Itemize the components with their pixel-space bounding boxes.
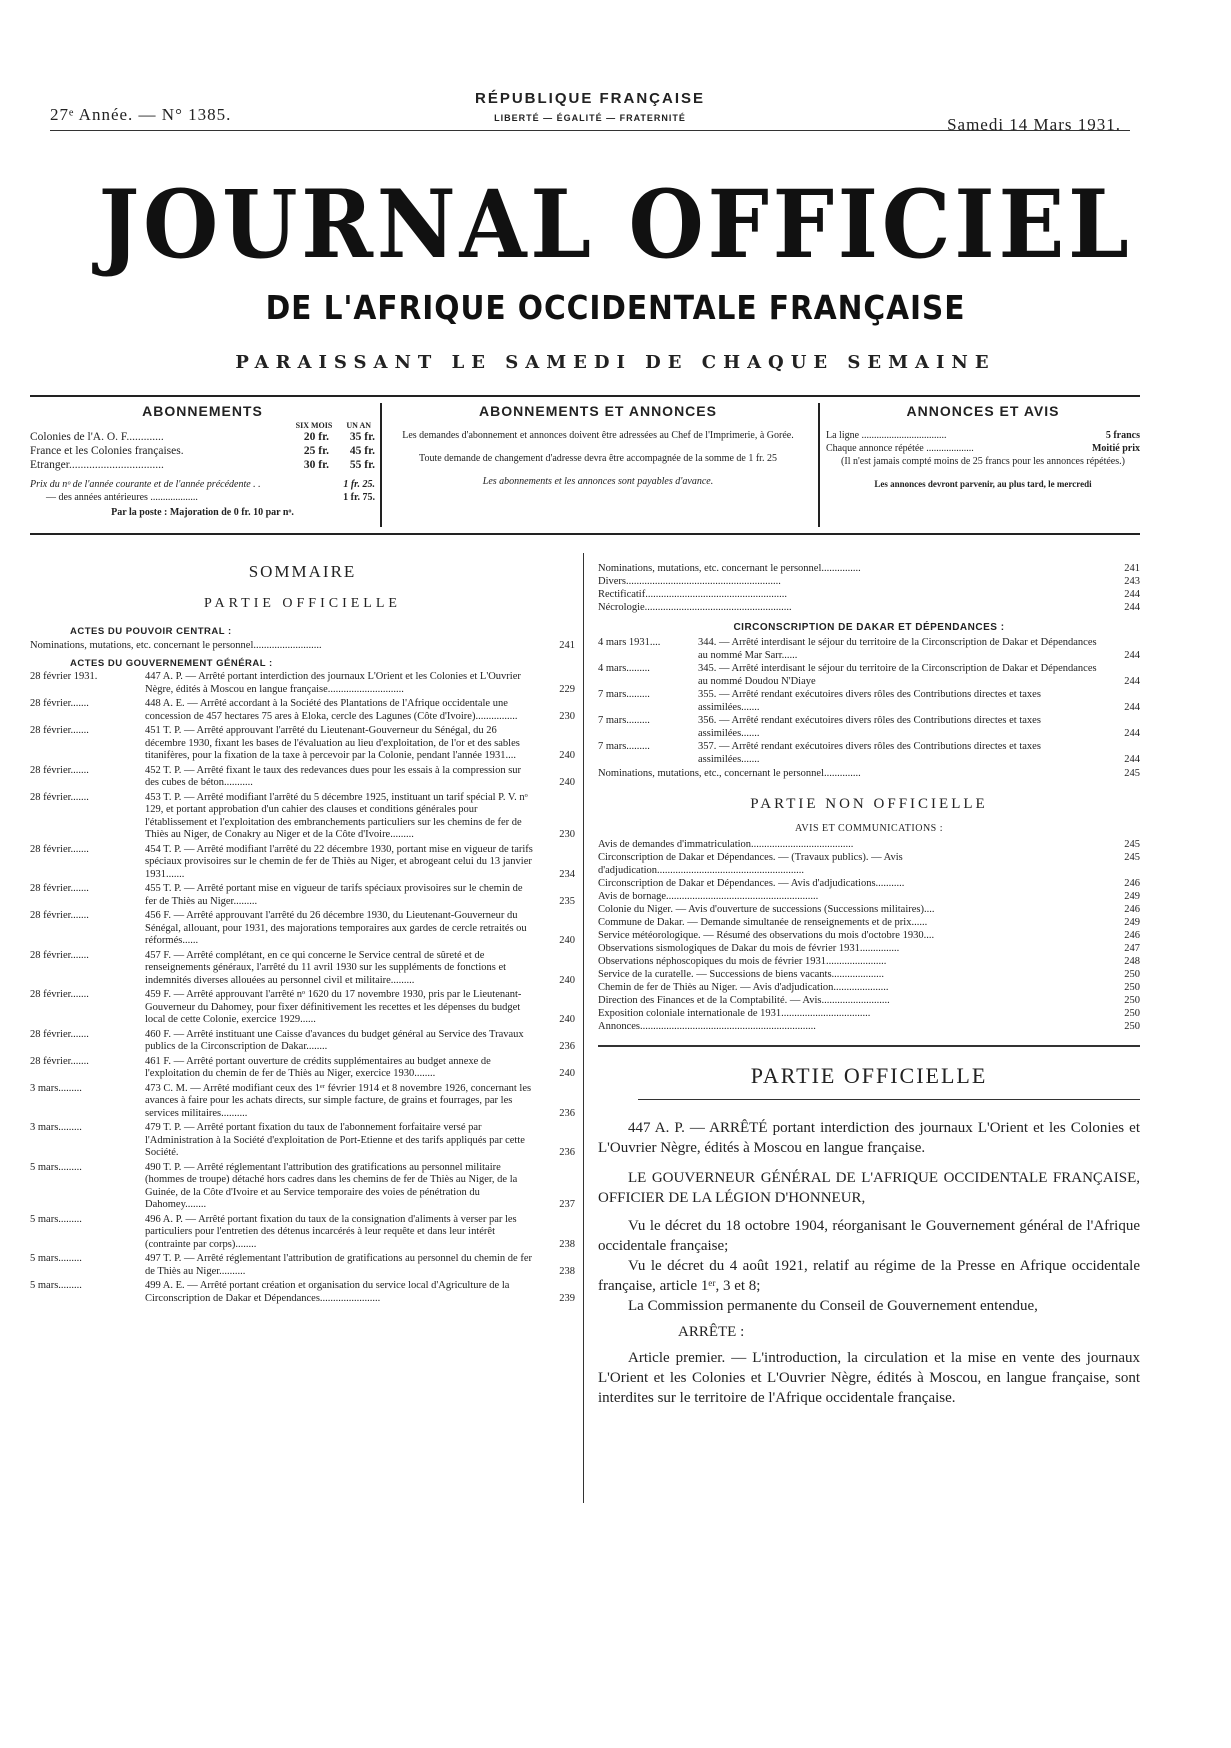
item-page: 244 [1124, 589, 1140, 600]
entry-date: 28 février....... [30, 698, 89, 709]
item-text: Circonscription de Dakar et Dépendances. — (Travaux publics). — Avis d'adjudication........................................................ [598, 852, 903, 876]
changement-text: Toute demande de changement d'adresse devra être accompagnée de la somme de 1 fr. 25 [419, 453, 777, 464]
sommaire-entry [30, 1029, 575, 1054]
entry-date: 7 mars......... [598, 741, 650, 752]
issue-number: 27ᵉ Année. — N° 1385. [50, 105, 232, 124]
item-text: Exposition coloniale internationale de 1931.................................. [598, 1008, 871, 1019]
entry-date: 4 mars......... [598, 663, 650, 674]
deadline-note: Les annonces devront parvenir, au plus tard, le mercredi [874, 479, 1092, 489]
tariff-row [30, 430, 375, 444]
entry-page: 244 [1124, 649, 1140, 661]
item-page: 245 [1124, 768, 1140, 779]
entry-date: 28 février....... [30, 725, 89, 736]
entry-page: 244 [1124, 753, 1140, 765]
sommaire-entry [30, 883, 575, 908]
item-page: 250 [1124, 1021, 1140, 1032]
entry-date: 28 février....... [30, 989, 89, 1000]
tariff-label: Colonies de l'A. O. F............. [30, 431, 164, 443]
entry-page: 240 [559, 935, 575, 946]
issue-date: Samedi 14 Mars 1931. [947, 115, 1121, 134]
entry-date: 3 mars......... [30, 1082, 82, 1094]
entry-page: 229 [559, 683, 575, 695]
right-top-items [598, 562, 1140, 614]
entry-date: 28 février....... [30, 1028, 89, 1040]
entry-page: 230 [559, 710, 575, 722]
sommaire-entry [30, 950, 575, 988]
entry-page: 235 [559, 895, 575, 907]
tariff-an: 35 fr. [349, 431, 375, 443]
tarif-repetee-value: Moitié prix [1091, 443, 1140, 454]
entry-page: 240 [559, 1014, 575, 1025]
sommaire-entry [30, 910, 575, 948]
arrete-title: 447 A. P. — ARRÊTÉ portant interdiction des journaux L'Orient et les Colonies et L'Ouvrier Nègre, édités à Moscou en langue française. [598, 1120, 1140, 1156]
entry-text: 473 C. M. — Arrêté modifiant ceux des 1ᵉʳ février 1914 et 8 novembre 1926, concernant les avances à faire pour les achats directs, sur simple facture, de grains et fourrages, par les services militaires.......... [145, 1082, 532, 1119]
item-page: 250 [1124, 982, 1140, 993]
item-page: 241 [559, 640, 575, 651]
prix-label: Prix du nᵒ de l'année courante et de l'année précédente . . [30, 479, 261, 490]
entry-date: 5 mars......... [30, 1161, 82, 1173]
item-page: 245 [1124, 852, 1140, 863]
entry-page: 236 [559, 1107, 575, 1119]
republic-name: RÉPUBLIQUE FRANÇAISE [474, 90, 705, 107]
entry-page: 240 [559, 777, 575, 788]
entry-text: 456 F. — Arrêté approuvant l'arrêté du 26 décembre 1930, du Lieutenant-Gouverneur du Sénégal, allouant, pour 1931, des majorations temporaires aux gardes de cercle retraités ou réformés...... [145, 910, 527, 946]
prix-value: 1 fr. 25. [343, 479, 375, 490]
abonnements-annonces-heading: ABONNEMENTS ET ANNONCES [479, 403, 717, 419]
entry-text: 461 F. — Arrêté portant ouverture de crédits supplémentaires au budget annexe de l'exploitation du chemin de fer de Thiès au Niger, exercice 1930........ [145, 1055, 491, 1079]
avis-item [598, 916, 1140, 929]
gouverneur-text: LE GOUVERNEUR GÉNÉRAL DE L'AFRIQUE OCCIDENTALE FRANÇAISE, OFFICIER DE LA LÉGION D'HONNEUR, [598, 1170, 1140, 1206]
item-text: Service météorologique. — Résumé des observations du mois d'octobre 1930.... [598, 930, 935, 941]
entry-date: 3 mars......... [30, 1122, 82, 1133]
entry-date: 5 mars......... [30, 1253, 82, 1264]
commission-text: La Commission permanente du Conseil de Gouvernement entendue, [628, 1298, 1038, 1314]
entry-text: 356. — Arrêté rendant exécutoires divers rôles des Contributions directes et taxes assimilées....... [698, 715, 1041, 739]
item-page: 246 [1124, 930, 1140, 941]
item-text: Nominations, mutations, etc. concernant le personnel............... [598, 563, 861, 574]
item-text: Service de la curatelle. — Successions de biens vacants.................... [598, 969, 885, 980]
sommaire-entry [30, 1122, 575, 1160]
avis-item [598, 994, 1140, 1007]
item-text: Observations sismologiques de Dakar du mois de février 1931............... [598, 943, 900, 954]
item-page: 241 [1124, 563, 1140, 574]
item-text: Avis de bornage.......................................................... [598, 891, 819, 902]
list-item [598, 562, 1140, 575]
tarif-ligne-label: La ligne .................................. [826, 430, 947, 441]
entry-text: 448 A. E. — Arrêté accordant à la Société des Plantations de l'Afrique occidentale une concession de 457 hectares 75 ares à Eloka, cercle des Lagunes (Côte d'Ivoire)................ [145, 698, 518, 722]
tariff-six: 20 fr. [303, 431, 329, 443]
tagline: PARAISSANT LE SAMEDI DE CHAQUE SEMAINE [235, 352, 996, 373]
journal-title: JOURNAL OFFICIEL [98, 170, 1133, 280]
tarif-repetee [826, 442, 1140, 455]
dakar-entry [598, 741, 1140, 766]
tariff-label: Etranger................................. [30, 459, 164, 471]
list-item [598, 767, 1140, 780]
subscription-box [30, 395, 1140, 535]
pouvoir-central-heading: ACTES DU POUVOIR CENTRAL : [70, 626, 232, 637]
abonnements-column [30, 403, 375, 519]
entry-text: 447 A. P. — Arrêté portant interdiction des journaux L'Orient et les Colonies et L'Ouvrier Nègre, édités à Moscou en langue française............................. [145, 671, 521, 695]
sommaire-entry [30, 844, 575, 882]
item-page: 247 [1124, 943, 1140, 954]
abonnements-heading: ABONNEMENTS [142, 403, 263, 419]
entry-text: 344. — Arrêté interdisant le séjour du territoire de la Circonscription de Dakar et Dépendances au nommé Mar Sarr...... [698, 637, 1097, 661]
dakar-entry [598, 715, 1140, 740]
partie-officielle-sub: PARTIE OFFICIELLE [204, 596, 401, 611]
item-page: 246 [1124, 878, 1140, 889]
entry-date: 5 mars......... [30, 1213, 82, 1225]
entry-text: 357. — Arrêté rendant exécutoires divers rôles des Contributions directes et taxes assimilées....... [698, 741, 1041, 765]
item-text: Nominations, mutations, etc., concernant le personnel.............. [598, 768, 861, 779]
sommaire-entries [30, 671, 575, 1305]
entry-text: 479 T. P. — Arrêté portant fixation du taux de l'abonnement forfaitaire versé par l'Administration à la Société d'exploitation de Port-Etienne et des tarifs appliqués par cette Société. [145, 1122, 525, 1158]
right-column [598, 562, 1140, 1408]
avis-item [598, 838, 1140, 851]
arrete-label: ARRÊTE : [678, 1324, 745, 1340]
gouvernement-general-heading: ACTES DU GOUVERNEMENT GÉNÉRAL : [70, 658, 273, 669]
entry-page: 236 [559, 1147, 575, 1158]
prix-row [30, 478, 375, 491]
list-item [598, 601, 1140, 614]
header-rule [50, 130, 1130, 131]
entry-page: 240 [559, 1068, 575, 1079]
item-text: Chemin de fer de Thiès au Niger. — Avis d'adjudication..................... [598, 982, 889, 993]
item-text: Avis de demandes d'immatriculation....................................... [598, 839, 854, 850]
vu-text: Vu le décret du 18 octobre 1904, réorganisant le Gouvernement général de l'Afrique occidentale française; [598, 1218, 1140, 1254]
avis-item [598, 1007, 1140, 1020]
col-un-an: UN AN [346, 421, 371, 430]
sommaire-entry [30, 1056, 575, 1081]
sommaire-column [30, 560, 575, 1307]
item-page: 245 [1124, 839, 1140, 850]
tariff-six: 25 fr. [303, 445, 329, 457]
avis-item [598, 929, 1140, 942]
prix-row [30, 491, 375, 504]
sommaire-entry [30, 792, 575, 842]
entry-date: 28 février....... [30, 1055, 89, 1067]
entry-text: 490 T. P. — Arrêté réglementant l'attribution des gratifications au personnel militaire (hommes de troupe) détaché hors cadres dans les chemins de fer de Thiès au Niger, de la Guinée, de la Côte d'Ivoire et au Service temporaire des voies de pénétration du Dahomey........ [145, 1161, 518, 1210]
entry-date: 4 mars 1931.... [598, 637, 661, 648]
entry-date: 28 février....... [30, 883, 89, 894]
item-text: Circonscription de Dakar et Dépendances. — Avis d'adjudications........... [598, 878, 905, 889]
partie-non-officielle-title: PARTIE NON OFFICIELLE [750, 796, 988, 812]
item-text: Rectificatif...................................................... [598, 589, 787, 600]
tariff-row [30, 444, 375, 458]
section-rule [598, 1045, 1140, 1047]
section-rule [638, 1099, 1140, 1100]
abonnements-annonces-column [388, 403, 808, 488]
republic-header [420, 90, 760, 123]
prix-value: 1 fr. 75. [343, 492, 375, 503]
entry-page: 237 [559, 1199, 575, 1210]
item-text: Annonces................................................................... [598, 1021, 816, 1032]
tariff-row [30, 458, 375, 472]
tariff-six: 30 fr. [303, 459, 329, 471]
entry-text: 355. — Arrêté rendant exécutoires divers rôles des Contributions directes et taxes assimilées....... [698, 689, 1041, 713]
item-page: 250 [1124, 1008, 1140, 1019]
item-text: Nécrologie........................................................ [598, 602, 792, 613]
sommaire-entry [30, 989, 575, 1027]
entry-page: 236 [559, 1041, 575, 1052]
entry-text: 453 T. P. — Arrêté modifiant l'arrêté du 5 décembre 1925, instituant un tarif spécial P. V. nᵒ 129, et portant approbation d'un cahier des clauses et conditions générales pour l'établissement et l'exploitation des embranchements particuliers sur les chemins de fer de Thiès au Niger, de Conakry au Niger et de la Côte d'Ivoire......... [145, 791, 528, 840]
entry-date: 7 mars......... [598, 715, 650, 726]
entry-page: 230 [559, 829, 575, 840]
sommaire-title: SOMMAIRE [248, 562, 357, 581]
item-page: 250 [1124, 995, 1140, 1006]
entry-text: 459 F. — Arrêté approuvant l'arrêté nᵒ 1620 du 17 novembre 1930, pris par le Lieutenant-Gouverneur du Dahomey, pour fixer définitivement les recettes et les dépenses du budget local de cette Colonie, exercice 1929...... [145, 989, 522, 1025]
avis-item [598, 955, 1140, 968]
avis-heading: AVIS ET COMMUNICATIONS : [794, 823, 944, 834]
tariff-label: France et les Colonies françaises. [30, 445, 184, 457]
entry-page: 239 [559, 1292, 575, 1304]
avis-item [598, 981, 1140, 994]
item-text: Commune de Dakar. — Demande simultanée de renseignements et de prix...... [598, 917, 928, 928]
avis-item [598, 1020, 1140, 1033]
sommaire-entry [30, 765, 575, 790]
dakar-heading: CIRCONSCRIPTION DE DAKAR ET DÉPENDANCES : [733, 622, 1005, 633]
entry-text: 454 T. P. — Arrêté modifiant l'arrêté du 22 décembre 1930, portant mise en vigueur de tarifs spéciaux provisoires sur le chemin de fer de Thiès au Niger, et abrogeant celui du 13 janvier 1931....... [145, 843, 533, 880]
entry-page: 240 [559, 974, 575, 986]
item-text: Direction des Finances et de la Comptabilité. — Avis.......................... [598, 995, 890, 1006]
item-page: 244 [1124, 602, 1140, 613]
entry-date: 28 février....... [30, 843, 89, 855]
poste-note: Par la poste : Majoration de 0 fr. 10 par nᵒ. [111, 507, 294, 518]
entry-page: 240 [559, 750, 575, 761]
entry-text: 451 T. P. — Arrêté approuvant l'arrêté du Lieutenant-Gouverneur du Sénégal, du 26 décembre 1930, fixant les bases de l'évaluation au lieu d'exploitation, de l'or et des sables titanifères, pour la fixation de la taxe à percevoir par la Colonie, pendant l'année 1931.... [145, 725, 520, 761]
entry-date: 7 mars......... [598, 689, 650, 700]
entry-text: 457 F. — Arrêté complétant, en ce qui concerne le Service central de sûreté et de renseignements généraux, l'arrêté du 11 avril 1930 sur les suppléments de fonctions et indemnités diverses allouées au personnel civil et militaire......... [145, 949, 507, 986]
item-text: Nominations, mutations, etc. concernant le personnel.......................... [30, 640, 322, 651]
list-item [598, 588, 1140, 601]
entry-date: 28 février....... [30, 764, 89, 776]
sommaire-entry [30, 1280, 575, 1305]
minimum-note: (Il n'est jamais compté moins de 25 francs pour les annonces répétées.) [841, 456, 1125, 467]
entry-page: 238 [559, 1265, 575, 1277]
sommaire-entry [30, 1083, 575, 1121]
entry-page: 244 [1124, 701, 1140, 713]
sommaire-entry [30, 698, 575, 723]
list-item [30, 639, 575, 652]
item-page: 250 [1124, 969, 1140, 980]
prix-label: — des années antérieures ................... [46, 492, 198, 503]
column-divider [818, 403, 820, 527]
item-page: 249 [1124, 891, 1140, 902]
entry-page: 234 [559, 868, 575, 880]
item-page: 248 [1124, 956, 1140, 967]
avis-item [598, 968, 1140, 981]
item-page: 246 [1124, 904, 1140, 915]
tariff-an: 55 fr. [349, 459, 375, 471]
article-text: Article premier. — L'introduction, la circulation et la mise en vente des journaux L'Orient et les Colonies et L'Ouvrier Nègre, édités à Moscou, en langue française, sont interdites sur le territoire de l'Afrique occidentale française. [598, 1350, 1140, 1406]
dakar-entry [598, 637, 1140, 662]
sommaire-entry [30, 671, 575, 696]
entry-page: 244 [1124, 675, 1140, 687]
entry-date: 28 février....... [30, 791, 89, 803]
tarif-ligne [826, 429, 1140, 442]
demande-text: Les demandes d'abonnement et annonces doivent être adressées au Chef de l'Imprimerie, à Gorée. [402, 430, 794, 441]
dakar-entry [598, 663, 1140, 688]
annonces-avis-column [826, 403, 1140, 491]
avis-item [598, 942, 1140, 955]
sommaire-entry [30, 1162, 575, 1212]
entry-text: 460 F. — Arrêté instituant une Caisse d'avances du budget général au Service des Travaux publics de la Circonscription de Dakar........ [145, 1028, 524, 1052]
avis-item [598, 877, 1140, 890]
item-page: 249 [1124, 917, 1140, 928]
entry-text: 499 A. E. — Arrêté portant création et organisation du service local d'Agriculture de la Circonscription de Dakar et Dépendances....................... [145, 1280, 510, 1304]
motto: LIBERTÉ — ÉGALITÉ — FRATERNITÉ [494, 113, 686, 123]
sommaire-entry [30, 1253, 575, 1278]
avis-item [598, 890, 1140, 903]
entry-text: 496 A. P. — Arrêté portant fixation du taux de la consignation d'aliments à verser par les particuliers pour l'entretien des détenus incarcérés à leur requête et dans leur intérêt (contrainte par corps)........ [145, 1213, 517, 1250]
entry-text: 452 T. P. — Arrêté fixant le taux des redevances dues pour les essais à la compression sur des cubes de béton........... [145, 764, 522, 788]
entry-date: 28 février....... [30, 949, 89, 961]
dakar-entry [598, 689, 1140, 714]
sommaire-entry [30, 1214, 575, 1252]
entry-text: 455 T. P. — Arrêté portant mise en vigueur de tarifs spéciaux provisoires sur le chemin de fer de Thiès au Niger......... [145, 883, 523, 907]
item-text: Colonie du Niger. — Avis d'ouverture de successions (Successions militaires).... [598, 904, 935, 915]
sommaire-entry [30, 725, 575, 763]
col-six-mois: SIX MOIS [295, 421, 333, 430]
entry-date: 28 février 1931. [30, 671, 98, 682]
journal-subtitle: DE L'AFRIQUE OCCIDENTALE FRANÇAISE [265, 288, 966, 327]
entry-date: 28 février....... [30, 910, 89, 921]
column-rule [583, 553, 584, 1503]
entry-page: 238 [559, 1238, 575, 1250]
avis-item [598, 851, 1140, 877]
payable-note: Les abonnements et les annonces sont payables d'avance. [482, 476, 714, 487]
tarif-repetee-label: Chaque annonce répétée ................... [826, 443, 974, 454]
entry-text: 497 T. P. — Arrêté réglementant l'attribution de gratifications au personnel du chemin de fer de Thiès au Niger.......... [145, 1253, 532, 1277]
tarif-ligne-value: 5 francs [1105, 430, 1140, 441]
list-item [598, 575, 1140, 588]
avis-items [598, 838, 1140, 1033]
dakar-entries [598, 637, 1140, 766]
abonnements-col-headers [30, 421, 375, 430]
item-text: Observations néphoscopiques du mois de février 1931....................... [598, 956, 887, 967]
annonces-avis-heading: ANNONCES ET AVIS [906, 403, 1060, 419]
vu-text: Vu le décret du 4 août 1921, relatif au régime de la Presse en Afrique occidentale française, article 1ᵉʳ, 3 et 8; [598, 1258, 1140, 1294]
entry-page: 244 [1124, 727, 1140, 739]
avis-item [598, 903, 1140, 916]
entry-text: 345. — Arrêté interdisant le séjour du territoire de la Circonscription de Dakar et Dépendances au nommé Doudou N'Diaye [698, 663, 1097, 687]
item-text: Divers........................................................... [598, 576, 781, 587]
partie-officielle-title: PARTIE OFFICIELLE [750, 1063, 988, 1088]
entry-date: 5 mars......... [30, 1280, 82, 1291]
item-page: 243 [1124, 576, 1140, 587]
tariff-an: 45 fr. [349, 445, 375, 457]
column-divider [380, 403, 382, 527]
